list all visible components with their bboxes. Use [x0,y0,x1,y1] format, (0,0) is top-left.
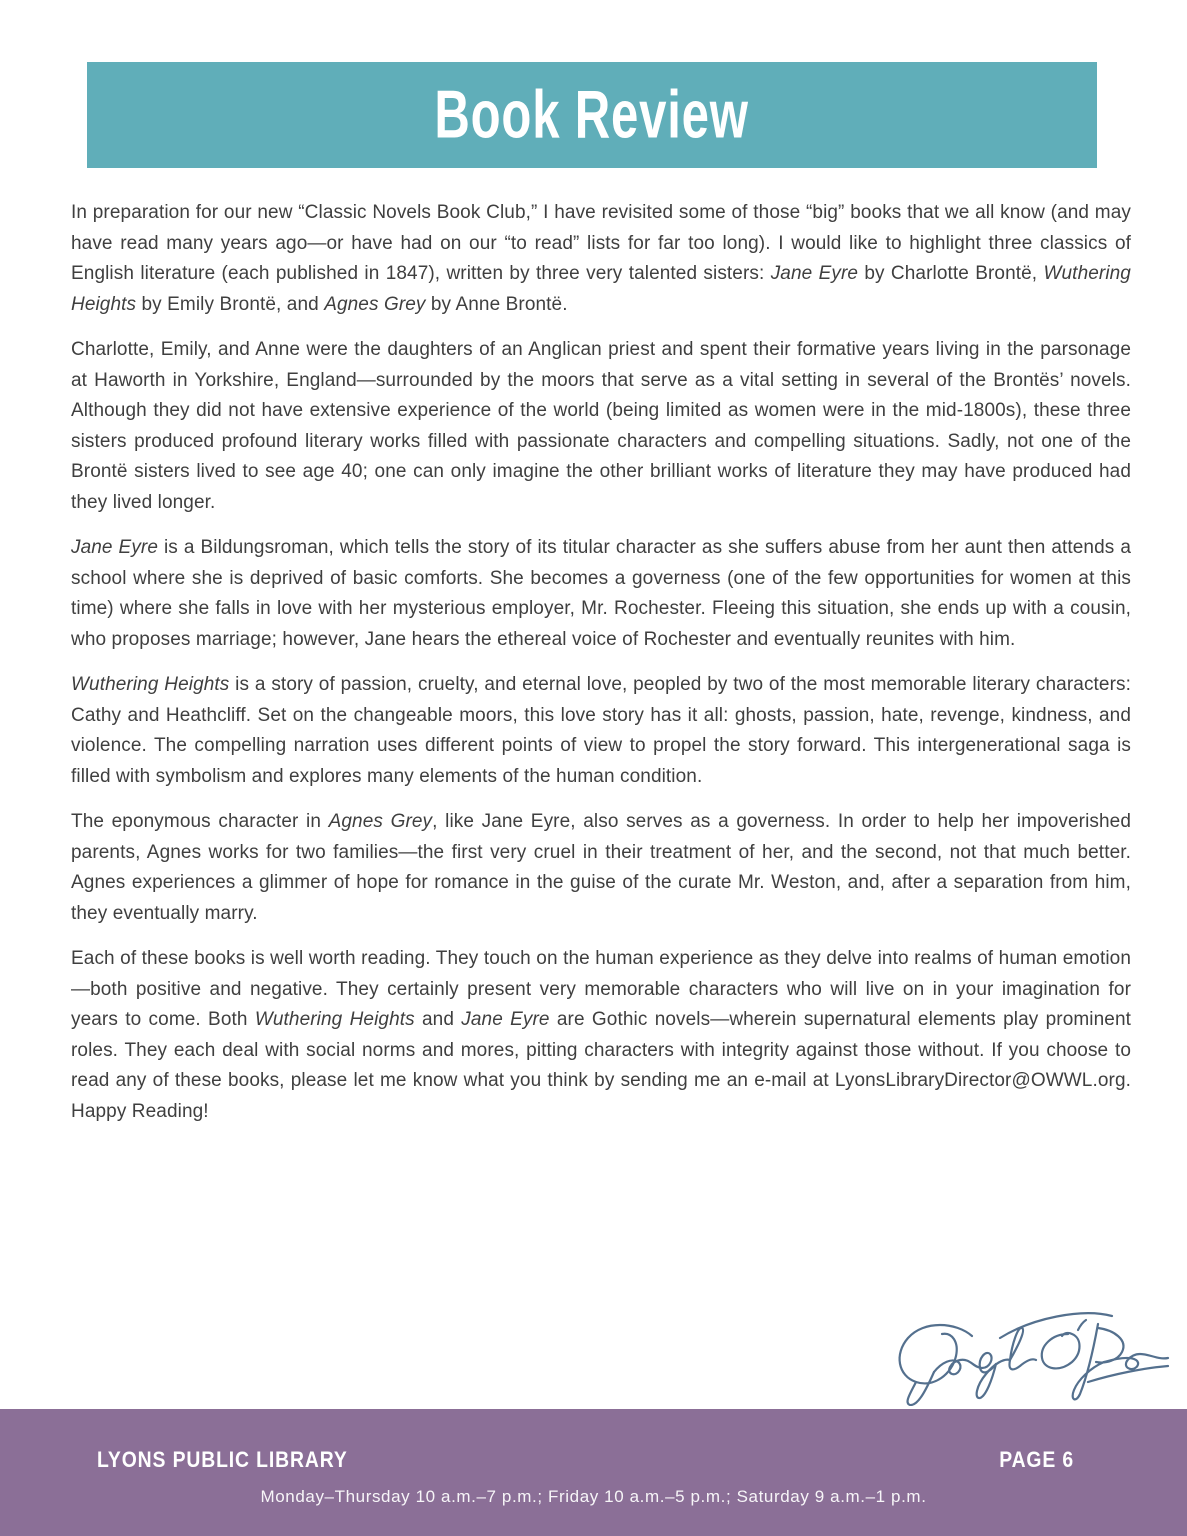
signature-image [882,1306,1172,1406]
footer-top-row [97,1447,1074,1473]
paragraph-wuthering-heights: Wuthering Heights is a story of passion, cruelty, and eternal love, peopled by two of the most memorable literary characters: Cathy and Heathcliff. Set on the changeable moors, this love story has it all: ghosts, passion, hate, revenge, kindness, and violence. The compelling narration uses different points of view to propel the story forward. This intergenerational saga is filled with symbolism and explores many elements of the human condition. [71,674,1131,787]
signature [882,1306,1172,1406]
library-name: LYONS PUBLIC LIBRARY [97,1447,348,1472]
page-number: PAGE 6 [999,1447,1074,1472]
paragraph-introduction: In preparation for our new “Classic Novels Book Club,” I have revisited some of those “big” books that we all know (and may have read many years ago—or have had on our “to read” lists for far too long). I would like to highlight three classics of English literature (each published in 1847), written by three very talented sisters: Jane Eyre by Charlotte Brontë, Wuthering Heights by Emily Brontë, and Agnes Grey by Anne Brontë. [71,202,1131,315]
book-review-article [71,198,1131,1142]
paragraph-conclusion: Each of these books is well worth reading. They touch on the human experience as they delve into realms of human emotion—both positive and negative. They certainly present very memorable characters who will live on in your imagination for years to come. Both Wuthering Heights and Jane Eyre are Gothic novels—wherein supernatural elements play prominent roles. They each deal with social norms and mores, pitting characters with integrity against those without. If you choose to read any of these books, please let me know what you think by sending me an e-mail at LyonsLibraryDirector@OWWL.org. Happy Reading! [71,948,1131,1122]
page-title: Book Review [434,77,750,153]
section-banner [87,62,1097,168]
library-hours: Monday–Thursday 10 a.m.–7 p.m.; Friday 10 a.m.–5 p.m.; Saturday 9 a.m.–1 p.m. [260,1487,927,1506]
page-footer [0,1409,1187,1536]
paragraph-bronte-sisters: Charlotte, Emily, and Anne were the daughters of an Anglican priest and spent their formative years living in the parsonage at Haworth in Yorkshire, England—surrounded by the moors that serve as a vital setting in several of the Brontës’ novels. Although they did not have extensive experience of the world (being limited as women were in the mid-1800s), these three sisters produced profound literary works filled with passionate characters and compelling situations. Sadly, not one of the Brontë sisters lived to see age 40; one can only imagine the other brilliant works of literature they may have produced had they lived longer. [71,339,1131,513]
paragraph-jane-eyre: Jane Eyre is a Bildungsroman, which tells the story of its titular character as she suffers abuse from her aunt then attends a school where she is deprived of basic comforts. She becomes a governess (one of the few opportunities for women at this time) where she falls in love with her mysterious employer, Mr. Rochester. Fleeing this situation, she ends up with a cousin, who proposes marriage; however, Jane hears the ethereal voice of Rochester and eventually reunites with him. [71,537,1131,650]
paragraph-agnes-grey: The eponymous character in Agnes Grey, like Jane Eyre, also serves as a governess. In order to help her impoverished parents, Agnes works for two families—the first very cruel in their treatment of her, and the second, not that much better. Agnes experiences a glimmer of hope for romance in the guise of the curate Mr. Weston, and, after a separation from him, they eventually marry. [71,811,1132,924]
